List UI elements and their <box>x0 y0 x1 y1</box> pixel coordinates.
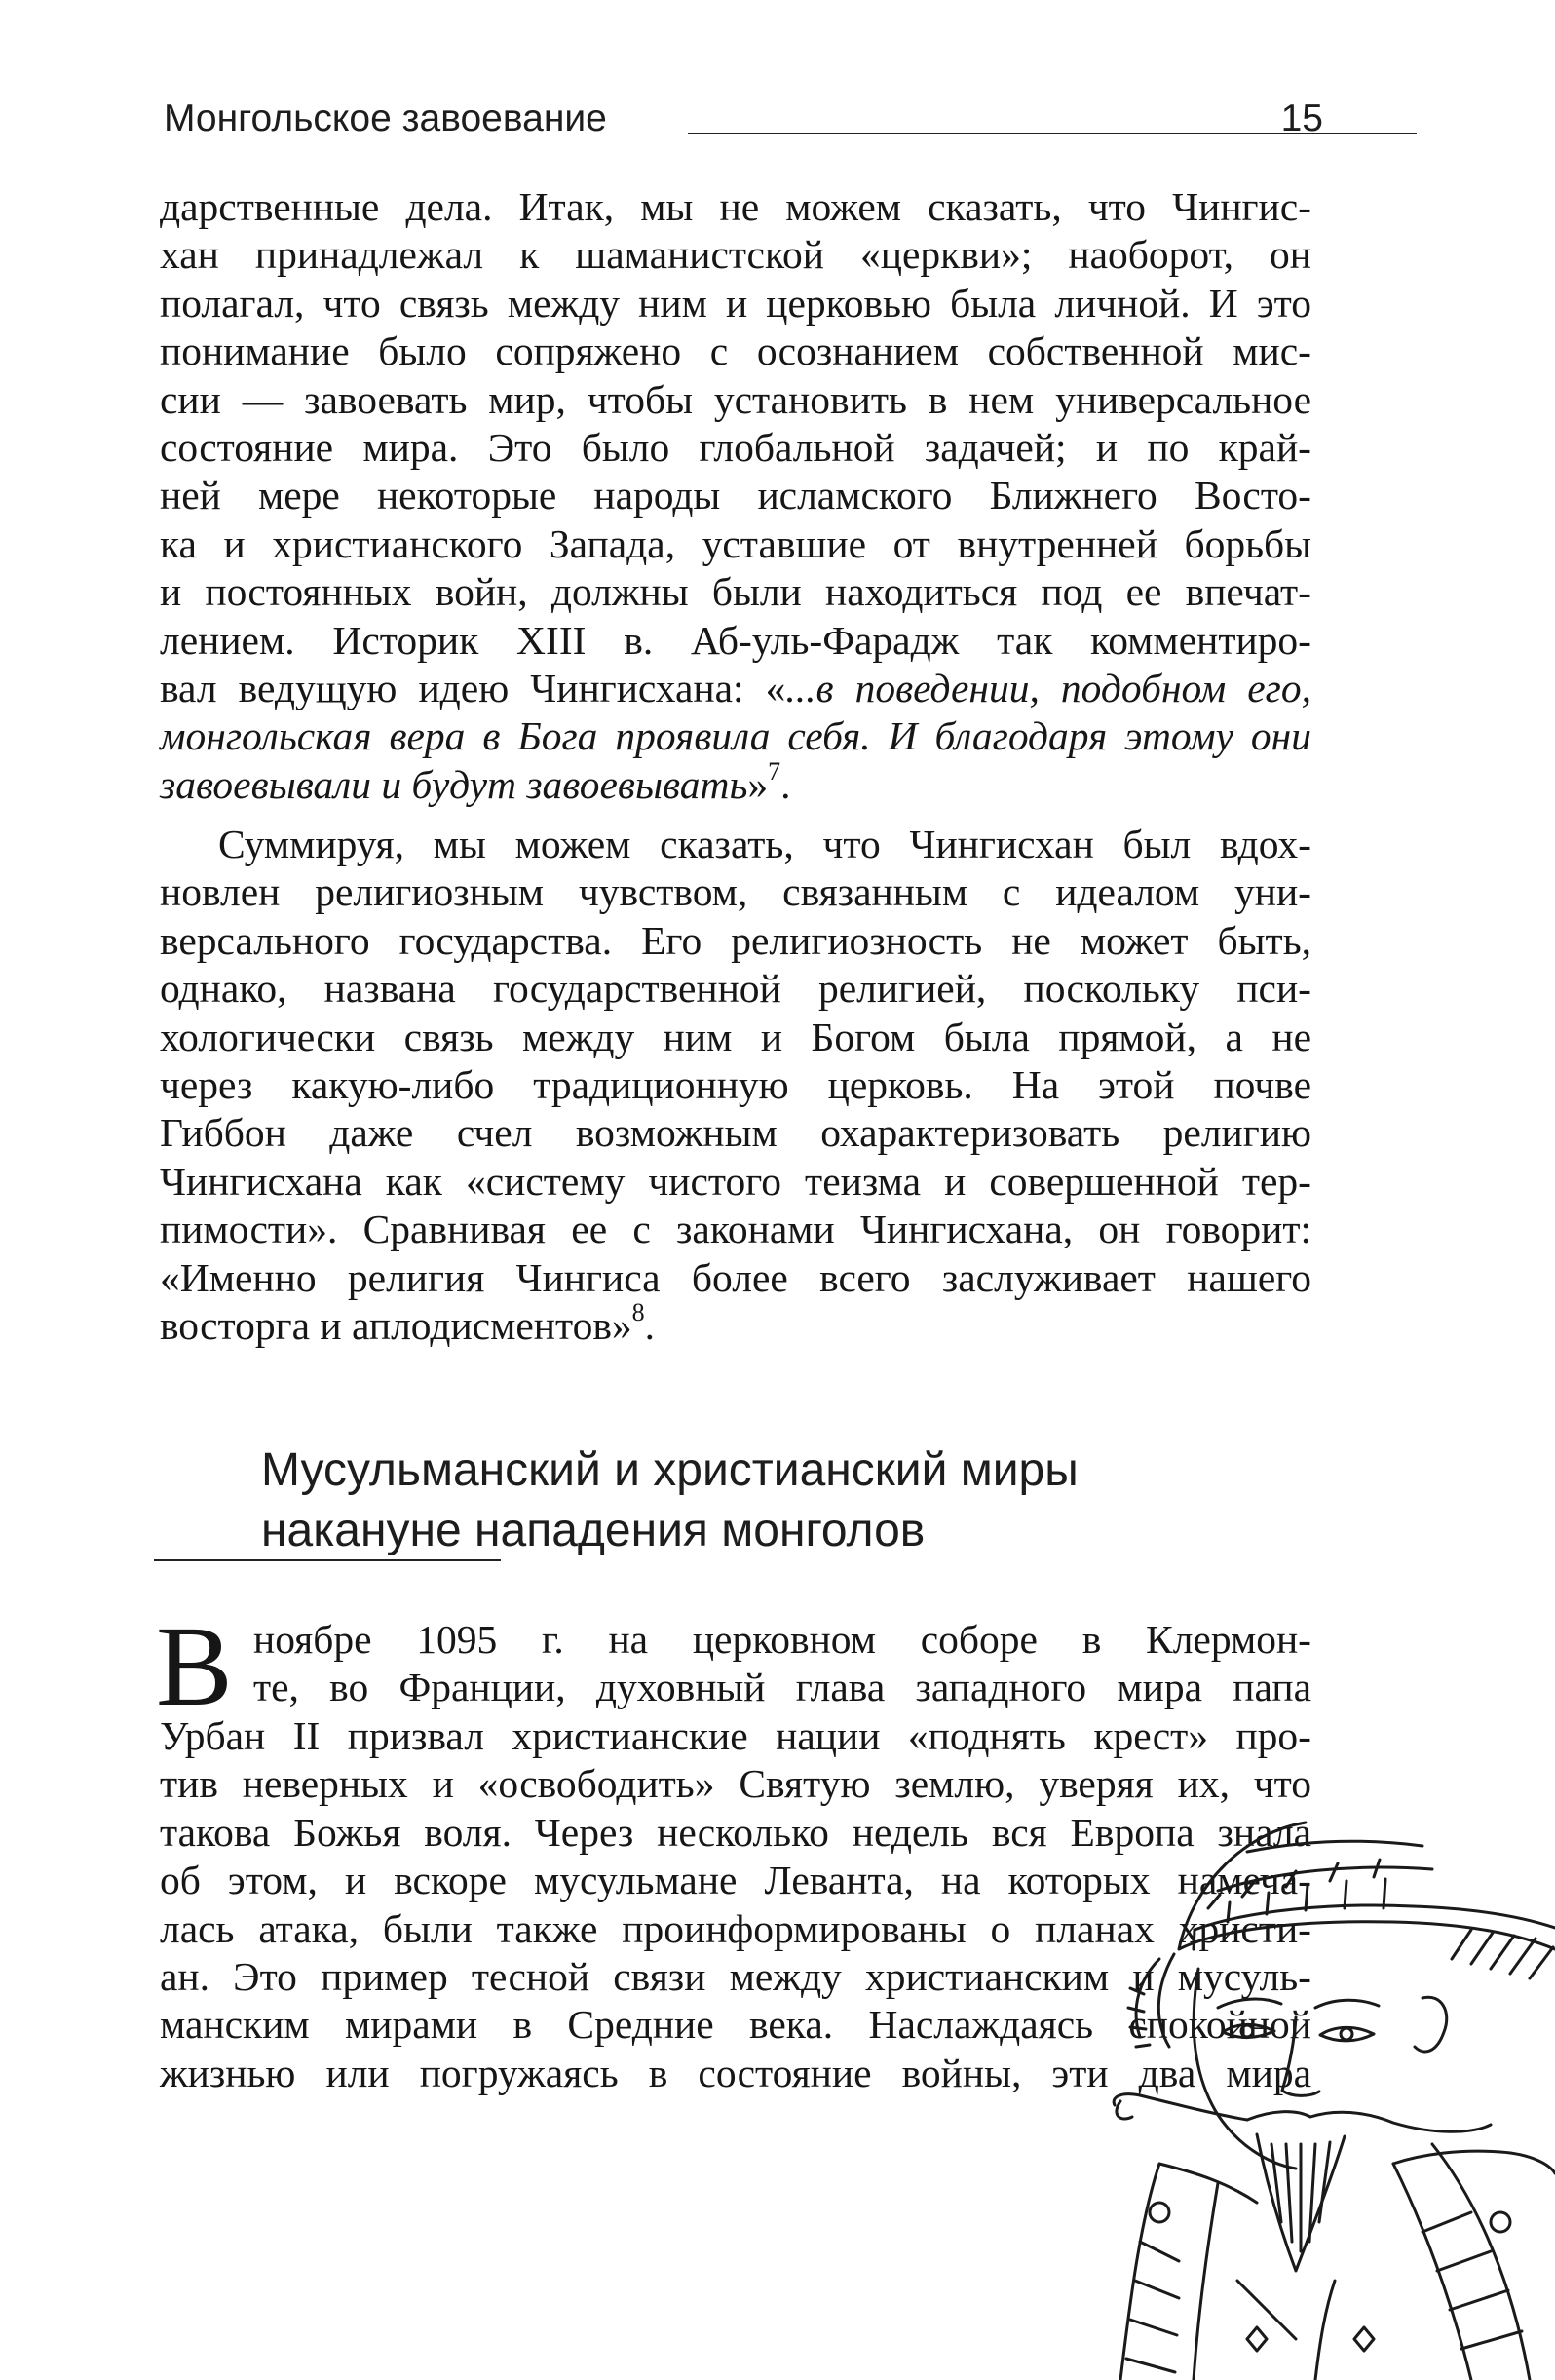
text-line: ка и христианского Запада, уставшие от внутренней борьбы <box>160 520 1311 566</box>
text-run: . <box>780 761 791 807</box>
text-line: Урбан II призвал христианские нации «поднять крест» про- <box>160 1713 1311 1758</box>
text-line: лением. Историк XIII в. Аб-уль-Фарадж так комментиро- <box>160 617 1311 663</box>
text-line <box>160 1298 1311 1350</box>
text-line: пимости». Сравнивая ее с законами Чингисхана, он говорит: <box>160 1207 1311 1252</box>
paragraph-3-lead <box>253 1616 1311 1712</box>
text-line: «Именно религия Чингиса более всего заслуживает нашего <box>160 1254 1311 1300</box>
text-line <box>160 712 1311 760</box>
text-line: те, во Франции, духовный глава западного мира папа <box>253 1665 1311 1710</box>
text-line: новлен религиозным чувством, связанным с идеалом уни- <box>160 869 1311 915</box>
text-line: такова Божья воля. Через несколько недель вся Европа знала <box>160 1809 1311 1855</box>
text-line: полагал, что связь между ним и церковью была личной. И это <box>160 280 1311 326</box>
text-line <box>160 757 1311 809</box>
text-line: Чингисхана как «систему чистого теизма и совершенной тер- <box>160 1158 1311 1204</box>
warrior-portrait-illustration <box>1101 1813 1555 2380</box>
text-line <box>160 665 1311 712</box>
drop-cap: В <box>156 1602 233 1730</box>
text-line: хологически связь между ним и Богом была прямой, а не <box>160 1014 1311 1059</box>
paragraph-2 <box>160 821 1311 1350</box>
text-line: ноябре 1095 г. на церковном соборе в Клермон- <box>253 1617 1311 1662</box>
footnote-marker: 8 <box>631 1298 645 1327</box>
text-line: дарственные дела. Итак, мы не можем сказать, что Чингис- <box>160 184 1311 229</box>
section-heading <box>261 1440 1235 1561</box>
text-line: жизнью или погружаясь в состояние войны, эти два мира <box>160 2050 1311 2095</box>
text-line: хан принадлежал к шаманистской «церкви»; наоборот, он <box>160 232 1311 278</box>
text-line: версального государства. Его религиозность не может быть, <box>160 917 1311 963</box>
running-head-title: Монгольское завоевание <box>164 97 607 139</box>
quote-italic: завоевывали и будут завоевывать <box>160 761 748 807</box>
running-head <box>164 92 1323 146</box>
paragraph-1 <box>160 183 1311 809</box>
text-run: » <box>747 761 769 807</box>
text-line: через какую-либо традиционную церковь. На этой почве <box>160 1062 1311 1108</box>
text-line: об этом, и вскоре мусульмане Леванта, на которых намеча- <box>160 1858 1311 1903</box>
text-line: лась атака, были также проинформированы о планах христи- <box>160 1905 1311 1951</box>
text-line: и постоянных войн, должны были находиться под ее впечат- <box>160 569 1311 615</box>
text-run: . <box>644 1303 656 1349</box>
text-run: вал ведущую идею Чингисхана: « <box>160 666 786 711</box>
text-line: Гиббон даже счел возможным охарактеризовать религию <box>160 1110 1311 1156</box>
page-number: 15 <box>1280 97 1323 139</box>
text-line: Суммируя, мы можем сказать, что Чингисхан был вдох- <box>218 822 1311 866</box>
text-line: ней мере некоторые народы исламского Ближнего Восто- <box>160 473 1311 518</box>
footnote-marker: 7 <box>768 757 781 787</box>
text-line: понимание было сопряжено с осознанием собственной мис- <box>160 328 1311 374</box>
section-heading-line: Мусульманский и христианский миры <box>261 1444 1079 1496</box>
text-line: сии — завоевать мир, чтобы установить в нем универсальное <box>160 376 1311 422</box>
text-line: манским мирами в Средние века. Наслаждаясь спокойной <box>160 2002 1311 2048</box>
text-line: состояние мира. Это было глобальной задачей; и по край- <box>160 425 1311 471</box>
text-line: тив неверных и «освободить» Святую землю, уверяя их, что <box>160 1761 1311 1807</box>
text-run: восторга и аплодисментов» <box>160 1303 632 1349</box>
quote-italic: монгольская вера в Бога проявила себя. И благодаря этому они <box>160 713 1311 759</box>
section-heading-line: накануне нападения монголов <box>261 1505 926 1556</box>
quote-italic: ...в поведении, подобном его, <box>785 666 1311 711</box>
text-line: ан. Это пример тесной связи между христианским и мусуль- <box>160 1954 1311 2000</box>
text-line: однако, названа государственной религией, поскольку пси- <box>160 966 1311 1012</box>
section-rule <box>154 1559 501 1561</box>
